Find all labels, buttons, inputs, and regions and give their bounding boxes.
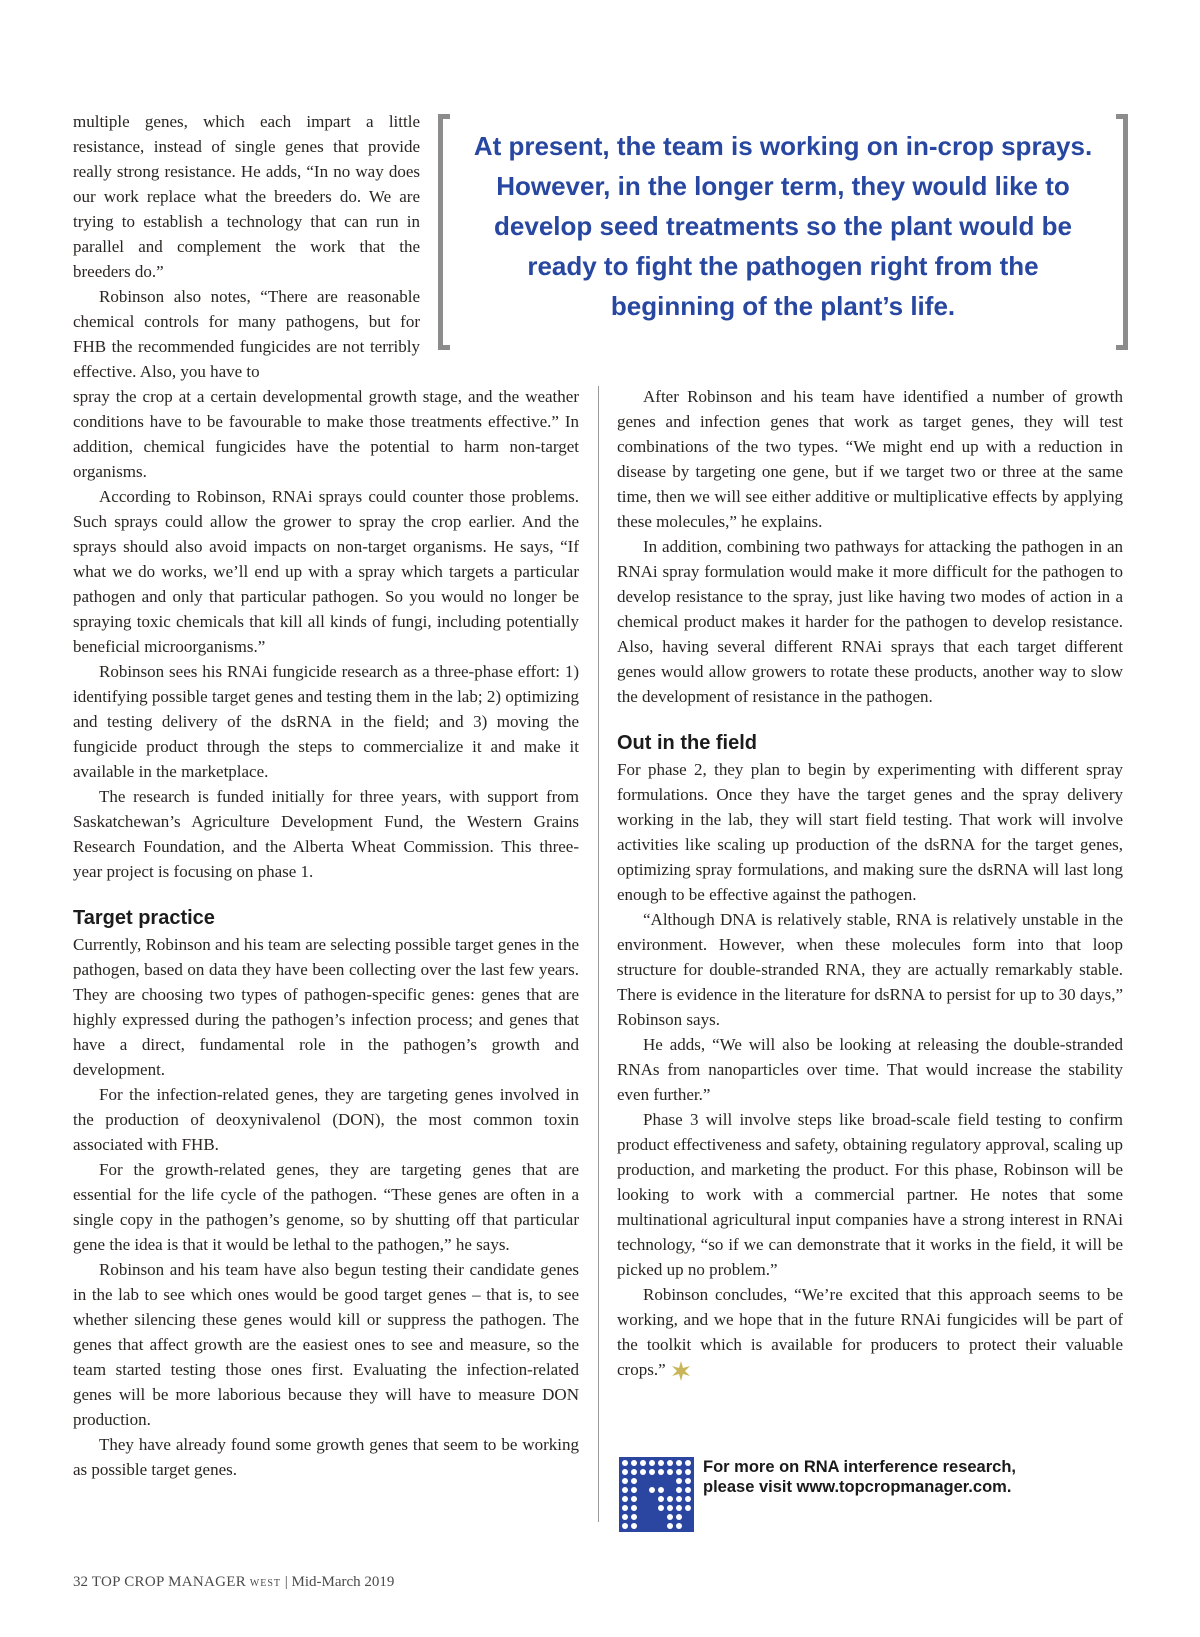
column-divider xyxy=(598,386,599,1522)
paragraph: After Robinson and his team have identified a number of growth genes and infection genes that work as target genes, they will test combinations of the two types. “We might end up with a reduction in disease by targeting one gene, but if we target two or three at the same time, then we will see either additive or multiplicative effects by applying these molecules,” he explains. xyxy=(617,387,1123,531)
paragraph: The research is funded initially for three years, with support from Saskatchewan’s Agriculture Development Fund, the Western Grains Research Foundation, and the Alberta Wheat Commission. This three-year project is focusing on phase 1. xyxy=(73,787,579,881)
paragraph: Robinson also notes, “There are reasonable chemical controls for many pathogens, but for FHB the recommended fungicides are not terribly effective. Also, you have to xyxy=(73,287,420,381)
paragraph: Currently, Robinson and his team are selecting possible target genes in the pathogen, based on data they have been collecting over the last few years. They are choosing two types of pathogen-specific genes: genes that are highly expressed during the pathogen’s infection process; and genes that have a direct, fundamental role in the pathogen’s growth and development. xyxy=(73,935,579,1079)
more-info-link[interactable]: please visit www.topcropmanager.com. xyxy=(703,1478,1012,1496)
paragraph: “Although DNA is relatively stable, RNA is relatively unstable in the environment. However, when these molecules form into that loop structure for double-stranded RNA, they are actually remarkably stable. There is evidence in the literature for dsRNA to persist for up to 30 days,” Robinson says. xyxy=(617,910,1123,1029)
more-info-box xyxy=(619,1457,1139,1533)
pull-quote-text: At present, the team is working on in-crop sprays. However, in the longer term, they would like to develop seed treatments so the plant would be ready to fight the pathogen right from the beginning of the plant’s life. xyxy=(473,131,1093,321)
paragraph-text: Robinson concludes, “We’re excited that this approach seems to be working, and we hope that in the future RNAi fungicides will be part of the toolkit which is available for producers to protect their valuable crops.” xyxy=(617,1285,1123,1379)
footer-separator: | xyxy=(284,1574,288,1590)
dots-logo-icon xyxy=(619,1457,694,1532)
more-info-line-1: For more on RNA interference research, xyxy=(703,1458,1016,1476)
paragraph: Robinson and his team have also begun testing their candidate genes in the lab to see which ones would be good target genes – that is, to see whether silencing these genes would kill or suppress the pathogen. The genes that affect growth are the easiest ones to see and measure, so the team started testing those ones first. Evaluating the infection-related genes will be more laborious because they will have to measure DON production. xyxy=(73,1260,579,1429)
page-number: 32 xyxy=(73,1574,88,1590)
left-column xyxy=(73,384,579,1482)
page-footer xyxy=(73,1574,394,1591)
paragraph: They have already found some growth genes that seem to be working as possible target genes. xyxy=(73,1435,579,1479)
paragraph: Robinson sees his RNAi fungicide research as a three-phase effort: 1) identifying possible target genes and testing them in the lab; 2) optimizing and testing delivery of the dsRNA in the field; and 3) moving the fungicide product through the steps to commercialize it and make it available in the marketplace. xyxy=(73,662,579,781)
paragraph: For the infection-related genes, they are targeting genes involved in the production of deoxynivalenol (DON), the most common toxin associated with FHB. xyxy=(73,1085,579,1154)
paragraph: In addition, combining two pathways for attacking the pathogen in an RNAi spray formulation would make it more difficult for the pathogen to develop resistance to the spray, just like having two modes of action in a chemical product makes it harder for the pathogen to develop resistance. Also, having several different RNAi sprays that each target different genes would allow growers to rotate these products, another way to slow the development of resistance in the pathogen. xyxy=(617,537,1123,706)
paragraph: Phase 3 will involve steps like broad-scale field testing to confirm product effectiveness and safety, obtaining regulatory approval, scaling up production, and marketing the product. For this phase, Robinson will be looking to work with a commercial partner. He notes that some multinational agricultural input companies have a strong interest in RNAi technology, “so if we can demonstrate that it works in the field, it will be picked up no problem.” xyxy=(617,1110,1123,1279)
right-bracket xyxy=(1116,114,1128,350)
paragraph: For phase 2, they plan to begin by experimenting with different spray formulations. Once they have the target genes and the spray delivery working in the lab, they will start field testing. That work will involve activities like scaling up production of the dsRNA for the target genes, optimizing spray formulations, and making sure the dsRNA will last long enough to be effective against the pathogen. xyxy=(617,760,1123,904)
right-column xyxy=(617,384,1123,1382)
paragraph: For the growth-related genes, they are targeting genes that are essential for the life cycle of the pathogen. “These genes are often in a single copy in the pathogen’s genome, so by shutting off that particular gene the idea is that it would be lethal to the pathogen,” he says. xyxy=(73,1160,579,1254)
section-heading-target-practice: Target practice xyxy=(73,907,215,929)
section-heading-out-in-the-field: Out in the field xyxy=(617,732,757,754)
publication-region: WEST xyxy=(249,1578,281,1589)
paragraph: multiple genes, which each impart a little resistance, instead of single genes that provide really strong resistance. He adds, “In no way does our work replace what the breeders do. We are trying to establish a technology that can run in parallel and complement the work that the breeders do.” xyxy=(73,112,420,281)
publication-name: TOP CROP MANAGER xyxy=(91,1574,247,1590)
left-column-top xyxy=(73,109,420,384)
paragraph-final xyxy=(617,1282,1123,1382)
paragraph: spray the crop at a certain developmental growth stage, and the weather conditions have to be favourable to make those treatments effective.” In addition, chemical fungicides have the potential to harm non-target organisms. xyxy=(73,387,579,481)
paragraph: According to Robinson, RNAi sprays could counter those problems. Such sprays could allow the grower to spray the crop earlier. And the sprays should also avoid impacts on non-target organisms. He says, “If what we do works, we’ll end up with a spray which targets a particular pathogen and only that particular pathogen. So you would no longer be spraying toxic chemicals that kill all kinds of fungi, including potentially beneficial microorganisms.” xyxy=(73,487,579,656)
paragraph: He adds, “We will also be looking at releasing the double-stranded RNAs from nanoparticles over time. That would increase the stability even further.” xyxy=(617,1035,1123,1104)
leaf-end-mark-icon xyxy=(670,1360,692,1382)
left-bracket xyxy=(438,114,450,350)
issue-date: Mid-March 2019 xyxy=(291,1574,395,1590)
pull-quote xyxy=(438,114,1128,352)
more-info-text xyxy=(703,1457,1016,1497)
